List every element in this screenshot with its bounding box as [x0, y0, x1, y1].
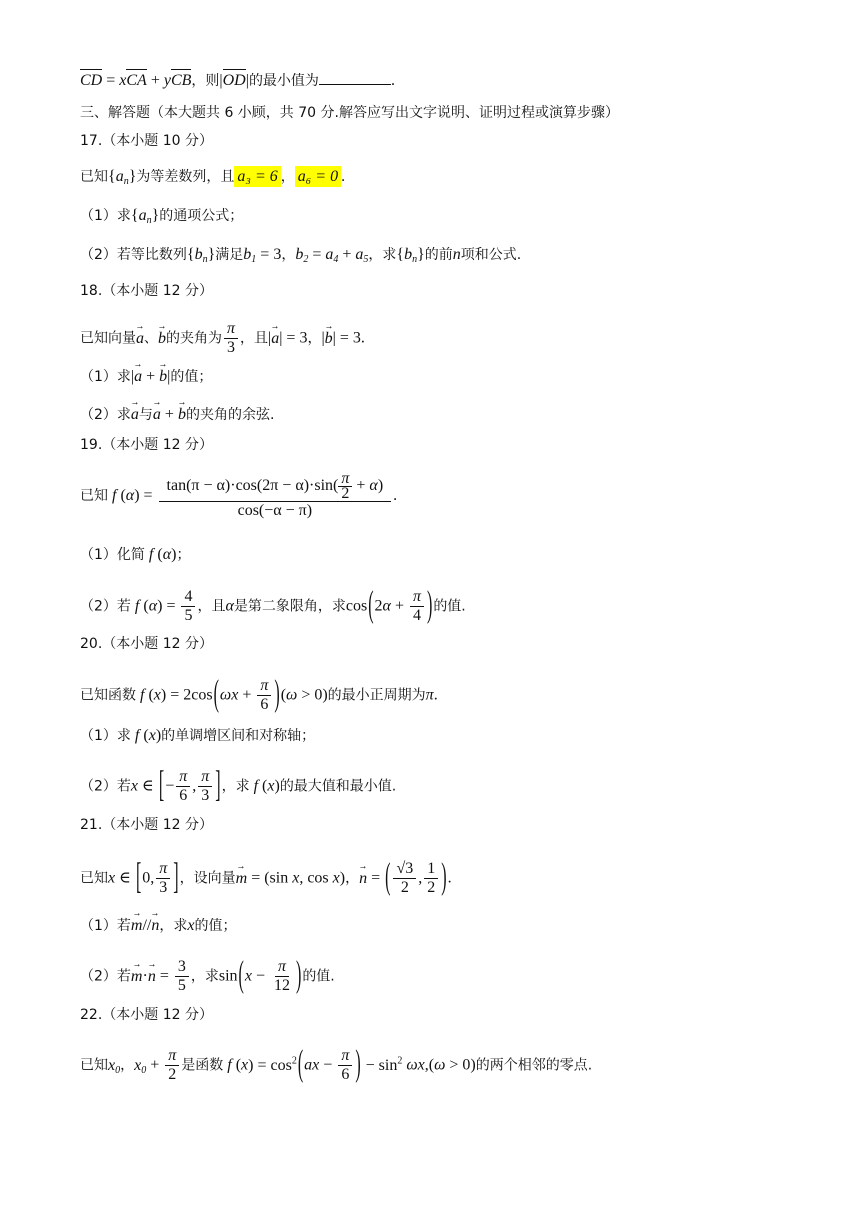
q19-stem: 已知 f (α) = tan(π − α)·cos(2π − α)·sin( $\frac{\pi}{2}$ + α) cos(−α − π) .	[80, 470, 398, 519]
q22-stem: 已知$x_0$，$x_0$ + $\frac{\pi}{2}$ 是函数 f $(x) = \cos^2(ax$ − $\frac{\pi}{6}$ ) − $\sin^2 \omega x,(\omega > 0)$的两个相邻的零点.	[80, 1044, 593, 1084]
highlight-a3: a₃ = 6	[234, 166, 280, 187]
section-title: 三、解答题（本大题共 6 小顾，共 70 分.解答应写出文字说明、证明过程或演算步骤）	[80, 105, 619, 121]
q21-stem: 已知x ∈ [0, $\frac{\pi}{3}$ ]，设向量→ m = (sin x, cos x)，→ n = ( $\frac{√3}{2}$ , $\frac{1}{2}$ ).	[80, 860, 452, 897]
q18-part2: （2）求→ a与→ a + → b的夹角的余弦.	[80, 405, 274, 425]
q21-part2: （2）若→ m·→ n = $\frac{3}{5}$ ，求sin(x − $\frac{\pi}{12}$ )的值.	[80, 958, 335, 995]
q20-part2: （2）若x ∈ [− $\frac{\pi}{6}$ , $\frac{\pi}{3}$ ]，求 f (x)的最大值和最小值.	[80, 765, 397, 805]
q18-heading: 18.（本小题 12 分）	[80, 283, 213, 299]
q20-part1: （1）求 f (x)的单调增区间和对称轴；	[80, 727, 316, 744]
q17-part2: （2）若等比数列$\{b_n\}$满足$b_1 = 3$，$b_2 = a_4 + a_5$，求$\{b_n\}$的前n项和公式.	[80, 246, 522, 265]
q21-heading: 21.（本小题 12 分）	[80, 817, 213, 833]
q21-part1: （1）若→ m//→ n，求x的值；	[80, 916, 236, 936]
vector-ca: CA	[126, 72, 147, 89]
q20-stem: 已知函数 f (x) = 2cos(ωx + $\frac{\pi}{6}$ )(ω > 0)的最小正周期为π.	[80, 674, 438, 714]
highlight-a6: a₆ = 0	[295, 166, 341, 187]
q19-part1: （1）化简 f (α)；	[80, 546, 191, 563]
q17-heading: 17.（本小题 10 分）	[80, 133, 213, 149]
q18-part1: （1）求|→ a + → b|的值；	[80, 367, 212, 387]
vector-od: OD	[222, 72, 246, 89]
q19-fraction: tan(π − α)·cos(2π − α)·sin( $\frac{\pi}{2}$ + α) cos(−α − π)	[159, 472, 392, 520]
vector-cd: CD	[80, 72, 103, 89]
vector-cb: CB	[170, 72, 192, 89]
q17-part1: （1）求$\{a_n\}$的通项公式；	[80, 207, 244, 226]
q17-stem: 已知$\{a_n\}$为等差数列，且 a₃ = 6 ， a₆ = 0 .	[80, 168, 346, 187]
intro-line: CD = xCA + yCB，则|OD|的最小值为 .	[80, 72, 395, 89]
q18-stem: 已知向量→ a、→ b的夹角为 $\frac{\pi}{3}$ ，且|→ a| = 3，|→ b| = 3.	[80, 320, 365, 357]
q19-heading: 19.（本小题 12 分）	[80, 437, 213, 453]
q22-heading: 22.（本小题 12 分）	[80, 1007, 213, 1023]
q20-heading: 20.（本小题 12 分）	[80, 636, 213, 652]
q19-part2: （2）若 f (α) = $\frac{4}{5}$ ，且α是第二象限角，求cos(2α + $\frac{\pi}{4}$ )的值.	[80, 585, 466, 625]
answer-blank	[319, 70, 391, 85]
